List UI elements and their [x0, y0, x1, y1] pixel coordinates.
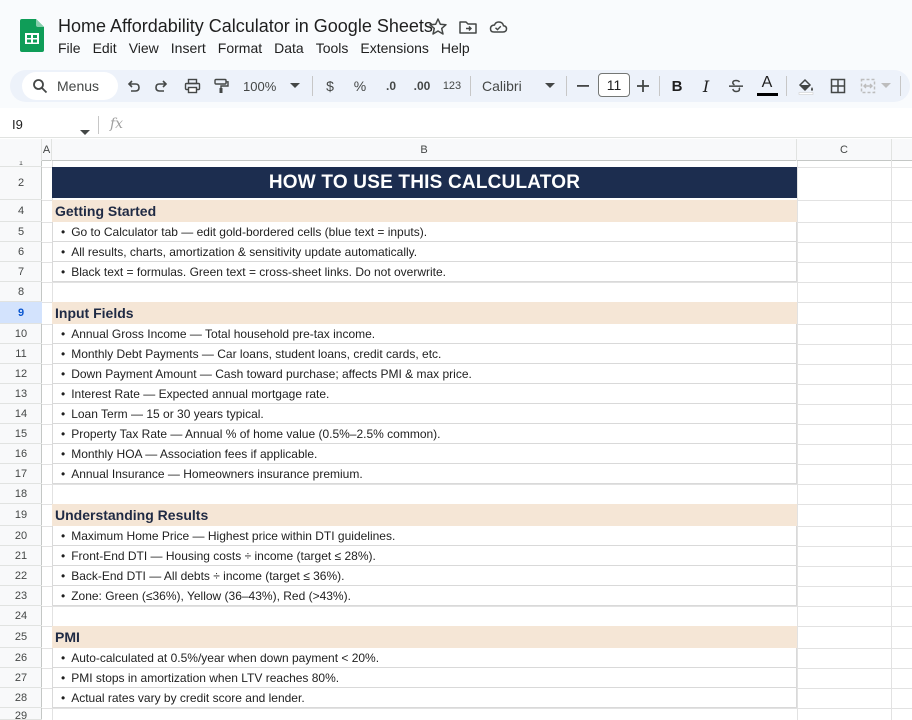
column-headers — [0, 139, 912, 161]
row-header[interactable]: 15 — [0, 424, 42, 444]
list-item[interactable] — [52, 546, 797, 566]
borders-icon[interactable] — [828, 74, 848, 98]
list-item[interactable] — [52, 444, 797, 464]
name-box[interactable]: I9 — [12, 117, 23, 132]
list-item[interactable] — [52, 566, 797, 586]
bold-button[interactable]: B — [671, 77, 683, 95]
row-header[interactable]: 23 — [0, 586, 42, 606]
currency-format-button[interactable]: $ — [326, 78, 334, 94]
menu-extensions[interactable]: Extensions — [360, 40, 429, 56]
percent-format-button[interactable]: % — [353, 78, 367, 94]
font-chevron-down-icon[interactable] — [543, 74, 557, 98]
bullet-marker: • — [61, 224, 66, 239]
grid-line — [42, 484, 912, 485]
list-item[interactable] — [52, 344, 797, 364]
font-size-input[interactable]: 11 — [598, 73, 630, 97]
menu-bar — [58, 40, 482, 56]
bullet-marker: • — [61, 588, 66, 603]
list-item-text: Back-End DTI — All debts ÷ income (target ≤ 36%). — [71, 568, 345, 583]
bullet-marker: • — [61, 406, 66, 421]
column-header-c[interactable]: C — [797, 139, 892, 161]
list-item-text: Interest Rate — Expected annual mortgage rate. — [71, 386, 330, 401]
text-color-swatch — [757, 93, 778, 96]
row-header[interactable]: 13 — [0, 384, 42, 404]
toolbar-divider — [312, 76, 313, 96]
toolbar-divider — [786, 76, 787, 96]
formula-divider — [98, 116, 99, 134]
row-header[interactable]: 22 — [0, 566, 42, 586]
toolbar-divider — [900, 76, 901, 96]
row-header[interactable]: 25 — [0, 626, 42, 648]
grid-line — [42, 282, 912, 283]
row-header[interactable]: 27 — [0, 668, 42, 688]
bullet-marker: • — [61, 426, 66, 441]
bullet-marker: • — [61, 548, 66, 563]
number-format-button[interactable]: 123 — [442, 80, 462, 92]
list-item-text: Zone: Green (≤36%), Yellow (36–43%), Red (>43%). — [71, 588, 351, 603]
list-item[interactable] — [52, 242, 797, 262]
bullet-marker: • — [61, 346, 66, 361]
bullet-marker: • — [61, 446, 66, 461]
column-header-b[interactable]: B — [52, 139, 797, 161]
row-header[interactable]: 26 — [0, 648, 42, 668]
row-header[interactable]: 28 — [0, 688, 42, 708]
undo-icon[interactable] — [123, 74, 143, 98]
list-item[interactable] — [52, 404, 797, 424]
redo-icon[interactable] — [152, 74, 172, 98]
row-header[interactable]: 21 — [0, 546, 42, 566]
decrease-decimal-button[interactable]: .0 — [385, 79, 396, 93]
row-header[interactable]: 16 — [0, 444, 42, 464]
print-icon[interactable] — [182, 74, 202, 98]
toolbar-divider — [659, 76, 660, 96]
list-item[interactable] — [52, 324, 797, 344]
list-item-text: Auto-calculated at 0.5%/year when down payment < 20%. — [71, 650, 380, 665]
row-header[interactable]: 12 — [0, 364, 42, 384]
fill-color-icon[interactable] — [796, 74, 816, 98]
list-item-text: All results, charts, amortization & sensitivity update automatically. — [71, 244, 418, 259]
row-header[interactable]: 14 — [0, 404, 42, 424]
list-item-text: Property Tax Rate — Annual % of home value (0.5%–2.5% common). — [71, 426, 441, 441]
row-header[interactable]: 24 — [0, 606, 42, 626]
star-icon[interactable] — [428, 17, 448, 37]
column-header-d[interactable] — [892, 139, 912, 161]
row-header[interactable]: 19 — [0, 504, 42, 526]
bullet-marker: • — [61, 670, 66, 685]
menu-data[interactable]: Data — [274, 40, 304, 56]
bullet-marker: • — [61, 244, 66, 259]
row-header[interactable]: 5 — [0, 222, 42, 242]
row-header[interactable]: 7 — [0, 262, 42, 282]
zoom-value[interactable]: 100% — [243, 78, 277, 94]
bullet-marker: • — [61, 568, 66, 583]
bullet-marker: • — [61, 386, 66, 401]
list-item-text: Annual Insurance — Homeowners insurance premium. — [71, 466, 363, 481]
grid-line — [42, 606, 912, 607]
list-item[interactable] — [52, 648, 797, 668]
section-header-input-fields[interactable]: Input Fields — [52, 302, 797, 324]
row-header[interactable]: 2 — [0, 167, 42, 200]
row-header[interactable]: 6 — [0, 242, 42, 262]
column-header-a[interactable]: A — [42, 139, 52, 161]
row-header[interactable]: 4 — [0, 200, 42, 222]
list-item-text: Go to Calculator tab — edit gold-bordered cells (blue text = inputs). — [71, 224, 428, 239]
bullet-marker: • — [61, 528, 66, 543]
list-item[interactable] — [52, 364, 797, 384]
row-header[interactable]: 8 — [0, 282, 42, 302]
search-icon — [30, 74, 50, 98]
grid-line — [891, 161, 892, 720]
select-all-corner[interactable] — [0, 139, 42, 161]
list-item[interactable] — [52, 526, 797, 546]
strikethrough-icon[interactable] — [726, 74, 746, 98]
row-header-selected[interactable]: 9 — [0, 302, 42, 324]
section-header-getting-started[interactable]: Getting Started — [52, 200, 797, 222]
italic-button[interactable]: I — [702, 76, 710, 96]
bullet-marker: • — [61, 650, 66, 665]
bullet-marker: • — [61, 690, 66, 705]
paint-format-icon[interactable] — [211, 74, 231, 98]
formula-input[interactable] — [135, 113, 905, 135]
move-folder-icon[interactable] — [458, 17, 478, 37]
grid-line — [42, 708, 912, 709]
merge-chevron-down-icon — [880, 74, 892, 98]
section-header-pmi[interactable]: PMI — [52, 626, 797, 648]
list-item-text: PMI stops in amortization when LTV reaches 80%. — [71, 670, 340, 685]
menu-file[interactable]: File — [58, 40, 81, 56]
bullet-marker: • — [61, 466, 66, 481]
row-header[interactable]: 11 — [0, 344, 42, 364]
menu-view[interactable]: View — [128, 40, 159, 56]
sheets-logo-icon[interactable] — [20, 19, 44, 52]
list-item-text: Down Payment Amount — Cash toward purchase; affects PMI & max price. — [71, 366, 472, 381]
list-item-text: Loan Term — 15 or 30 years typical. — [71, 406, 264, 421]
list-item[interactable] — [52, 384, 797, 404]
row-header[interactable]: 1 — [0, 161, 42, 167]
list-item-text: Maximum Home Price — Highest price within DTI guidelines. — [71, 528, 396, 543]
menu-insert[interactable]: Insert — [170, 40, 206, 56]
list-item-text: Black text = formulas. Green text = cross-sheet links. Do not overwrite. — [71, 264, 447, 279]
list-item[interactable] — [52, 464, 797, 484]
list-item[interactable] — [52, 586, 797, 606]
bullet-marker: • — [61, 326, 66, 341]
increase-decimal-button[interactable]: .00 — [413, 79, 431, 93]
bullet-marker: • — [61, 264, 66, 279]
list-item[interactable] — [52, 262, 797, 282]
section-header-understanding-results[interactable]: Understanding Results — [52, 504, 797, 526]
row-header[interactable]: 18 — [0, 484, 42, 504]
row-header[interactable]: 17 — [0, 464, 42, 484]
list-item-text: Monthly Debt Payments — Car loans, student loans, credit cards, etc. — [71, 346, 442, 361]
zoom-chevron-down-icon[interactable] — [288, 74, 302, 98]
list-item-text: Front-End DTI — Housing costs ÷ income (target ≤ 28%). — [71, 548, 376, 563]
menu-help[interactable]: Help — [440, 40, 470, 56]
list-item[interactable] — [52, 668, 797, 688]
row-header[interactable]: 20 — [0, 526, 42, 546]
list-item-text: Actual rates vary by credit score and lender. — [71, 690, 305, 705]
list-item-text: Monthly HOA — Association fees if applicable. — [71, 446, 318, 461]
title-bar — [0, 0, 912, 64]
cloud-saved-icon[interactable] — [488, 17, 508, 37]
search-menus-label: Menus — [57, 78, 100, 94]
menu-format[interactable]: Format — [217, 40, 263, 56]
menu-edit[interactable]: Edit — [92, 40, 117, 56]
row-header[interactable]: 10 — [0, 324, 42, 344]
merge-cells-icon — [858, 74, 878, 98]
font-family-select[interactable]: Calibri — [482, 78, 522, 94]
menu-tools[interactable]: Tools — [315, 40, 349, 56]
list-item[interactable] — [52, 688, 797, 708]
text-color-glyph: A — [761, 74, 773, 91]
bullet-marker: • — [61, 366, 66, 381]
grid-line — [797, 161, 798, 720]
list-item[interactable] — [52, 222, 797, 242]
row-header[interactable]: 29 — [0, 708, 42, 720]
list-item-text: Annual Gross Income — Total household pre-tax income. — [71, 326, 376, 341]
list-item[interactable] — [52, 424, 797, 444]
toolbar-divider — [470, 76, 471, 96]
fx-icon: fx — [110, 116, 124, 132]
toolbar-divider — [566, 76, 567, 96]
row-headers — [0, 161, 42, 720]
sheet-banner-title[interactable]: HOW TO USE THIS CALCULATOR — [52, 167, 797, 198]
document-title[interactable]: Home Affordability Calculator in Google Sheets — [58, 16, 433, 36]
decrease-font-size-icon[interactable] — [574, 74, 592, 98]
increase-font-size-icon[interactable] — [634, 74, 652, 98]
